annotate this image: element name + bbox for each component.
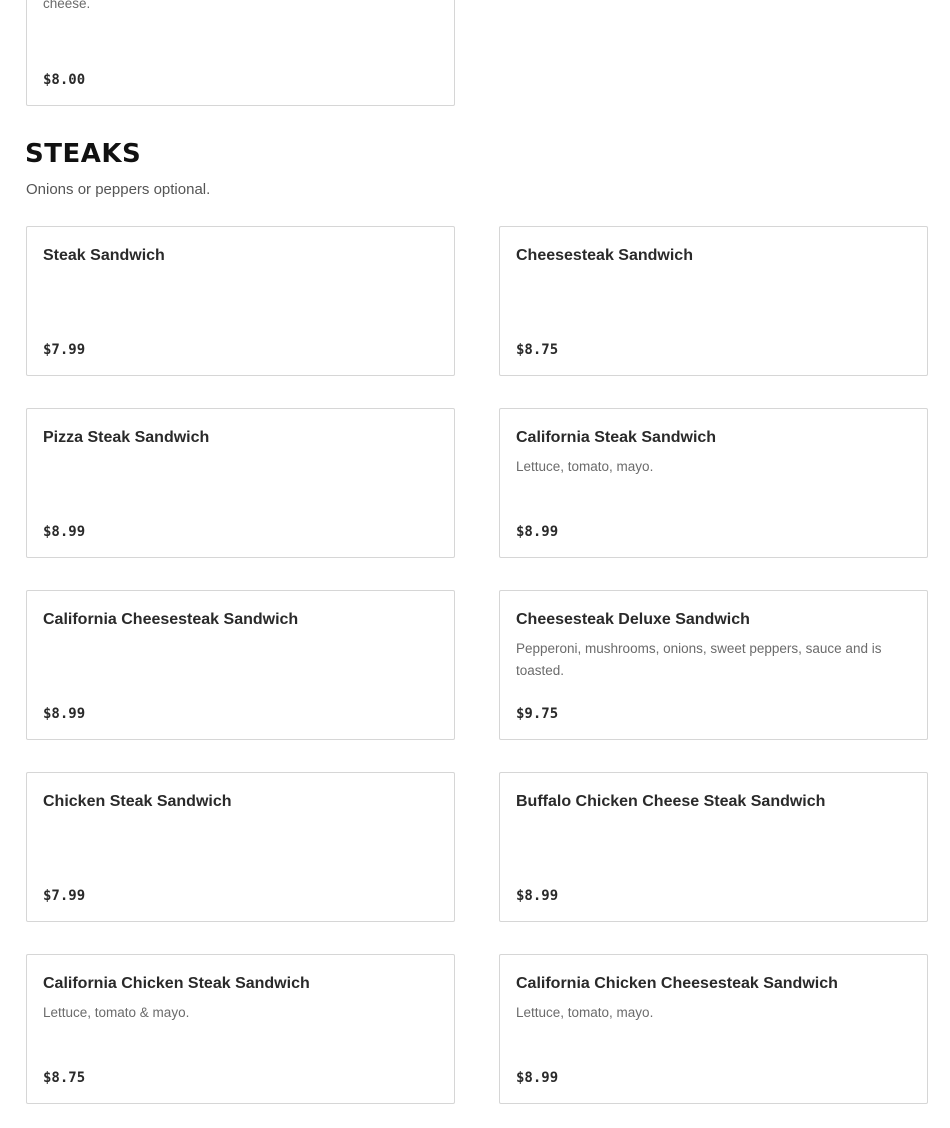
item-price: $8.75	[43, 1070, 86, 1086]
item-price: $8.99	[516, 888, 559, 904]
menu-item-card[interactable]	[26, 590, 455, 740]
menu-item-card[interactable]	[26, 408, 455, 558]
item-price: $8.99	[516, 1070, 559, 1086]
menu-item-card[interactable]	[499, 954, 928, 1104]
item-price: $8.00	[43, 72, 86, 88]
item-description: Pepperoni, mushrooms, onions, sweet peppers, sauce and is toasted.	[516, 641, 882, 678]
menu-item-card-previous[interactable]	[26, 0, 455, 106]
item-name: California Chicken Cheesesteak Sandwich	[516, 975, 838, 992]
item-price: $8.99	[43, 524, 86, 540]
item-description: Lettuce, tomato, mayo.	[516, 459, 654, 474]
item-name: Cheesesteak Deluxe Sandwich	[516, 611, 750, 628]
menu-item-card[interactable]	[26, 954, 455, 1104]
item-description: cheese.	[43, 0, 91, 11]
item-name: Chicken Steak Sandwich	[43, 793, 232, 810]
section-subtitle: Onions or peppers optional.	[26, 181, 211, 198]
item-price: $8.99	[516, 524, 559, 540]
item-name: Steak Sandwich	[43, 247, 165, 264]
item-price: $8.75	[516, 342, 559, 358]
item-name: Cheesesteak Sandwich	[516, 247, 693, 264]
item-price: $9.75	[516, 706, 559, 722]
item-name: California Cheesesteak Sandwich	[43, 611, 299, 628]
menu-item-card[interactable]	[499, 226, 928, 376]
item-name: Buffalo Chicken Cheese Steak Sandwich	[516, 793, 826, 810]
menu-item-card[interactable]	[499, 408, 928, 558]
menu-item-card[interactable]	[26, 772, 455, 922]
item-name: California Chicken Steak Sandwich	[43, 975, 310, 992]
section-title: STEAKS	[25, 139, 142, 169]
menu-item-card[interactable]	[26, 226, 455, 376]
item-price: $8.99	[43, 706, 86, 722]
item-description: Lettuce, tomato, mayo.	[516, 1005, 654, 1020]
item-name: California Steak Sandwich	[516, 429, 717, 446]
item-price: $7.99	[43, 888, 86, 904]
item-name: Pizza Steak Sandwich	[43, 429, 210, 446]
item-price: $7.99	[43, 342, 86, 358]
menu-item-card[interactable]	[499, 772, 928, 922]
item-description: Lettuce, tomato & mayo.	[43, 1005, 190, 1020]
menu-item-card[interactable]	[499, 590, 928, 740]
